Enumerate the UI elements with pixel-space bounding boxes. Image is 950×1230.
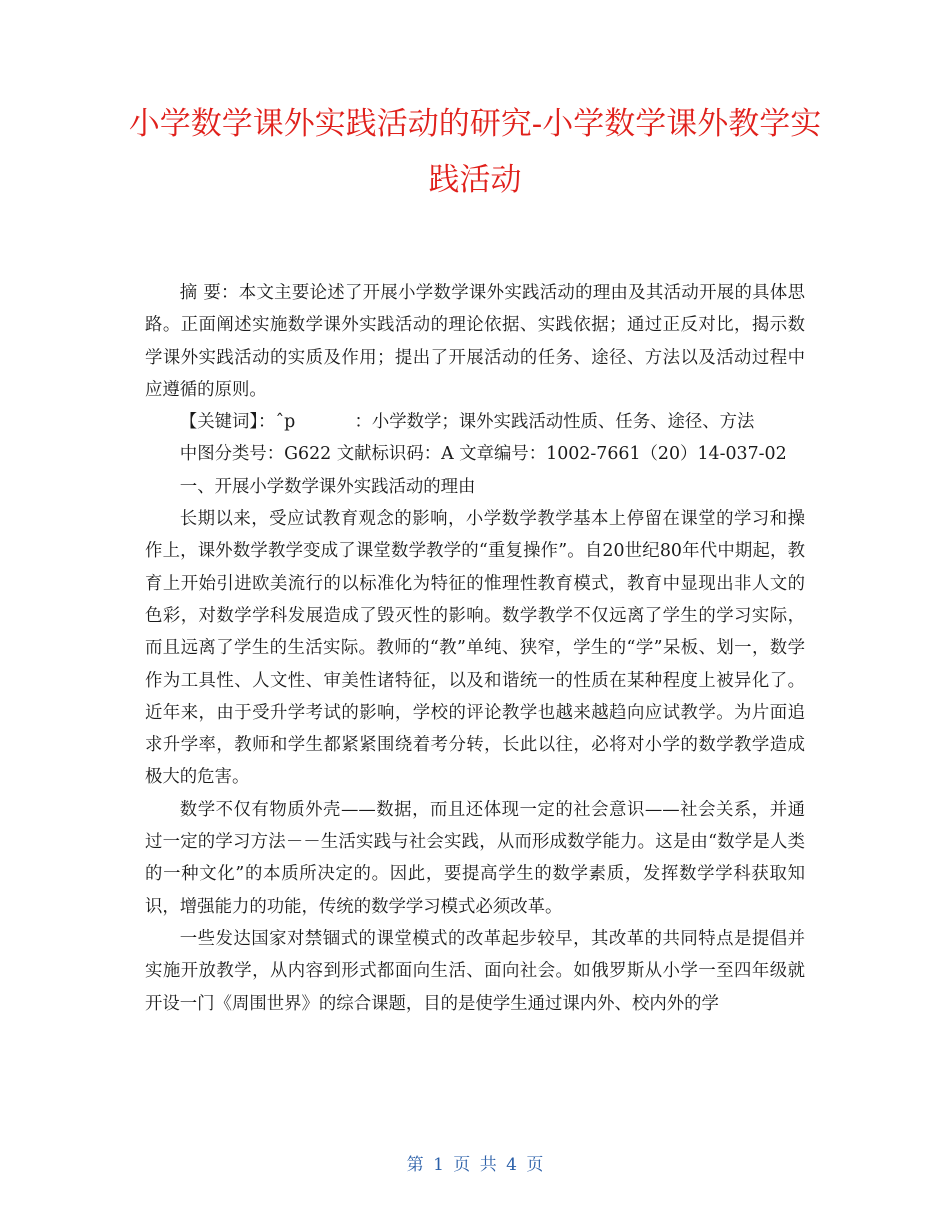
classification-line: 中图分类号：G622 文献标识码：A 文章编号：1002-7661（20）14-037-02: [179, 444, 787, 465]
keywords-value: ：小学数学；课外实践活动性质、任务、途径、方法: [354, 412, 755, 433]
body-paragraph: 数学不仅有物质外壳——数据，而且还体现一定的社会意识——社会关系，并通过一定的学习方法－－生活实践与社会实践，从而形成数学能力。这是由“数学是人类的一种文化”的本质所决定的。因此，要提高学生的数学素质，发挥数学学科获取知识，增强能力的功能，传统的数学学习模式必须改革。: [145, 799, 805, 917]
body-paragraph: 长期以来，受应试教育观念的影响，小学数学教学基本上停留在课堂的学习和操作上，课外数学教学变成了课堂数学教学的“重复操作”。自20世纪80年代中期起，教育上开始引进欧美流行的以标准化为特征的惟理性教育模式，教育中显现出非人文的色彩，对数学学科发展造成了毁灭性的影响。数学教学不仅远离了学生的学习实际，而且远离了学生的生活实际。教师的“教”单纯、狭窄，学生的“学”呆板、划一，数学作为工具性、人文性、审美性诸特征，以及和谐统一的性质在某种程度上被异化了。近年来，由于受升学考试的影响，学校的评论教学也越来越趋向应试教学。为片面追求升学率，教师和学生都紧紧围绕着考分转，长此以往，必将对小学的数学教学造成极大的危害。: [145, 509, 805, 788]
section-heading: 一、开展小学数学课外实践活动的理由: [179, 476, 476, 497]
body-paragraph: 一些发达国家对禁锢式的课堂模式的改革起步较早，其改革的共同特点是提倡并实施开放教学，从内容到形式都面向生活、面向社会。如俄罗斯从小学一至四年级就开设一门《周围世界》的综合课题，目的是使学生通过课内外、校内外的学: [145, 928, 805, 1014]
page-footer: 第 1 页 共 4 页: [406, 1155, 544, 1175]
document-title: 小学数学课外实践活动的研究-小学数学课外教学实践活动: [128, 106, 822, 198]
keywords-label: 【关键词】：ˆp: [179, 412, 296, 433]
keywords-line: [145, 406, 805, 438]
document-body: [145, 277, 805, 1020]
abstract-paragraph: 摘 要：本文主要论述了开展小学数学课外实践活动的理由及其活动开展的具体思路。正面阐述实施数学课外实践活动的理论依据、实践依据；通过正反对比，揭示数学课外实践活动的实质及作用；提出了开展活动的任务、途径、方法以及活动过程中应遵循的原则。: [145, 283, 805, 400]
